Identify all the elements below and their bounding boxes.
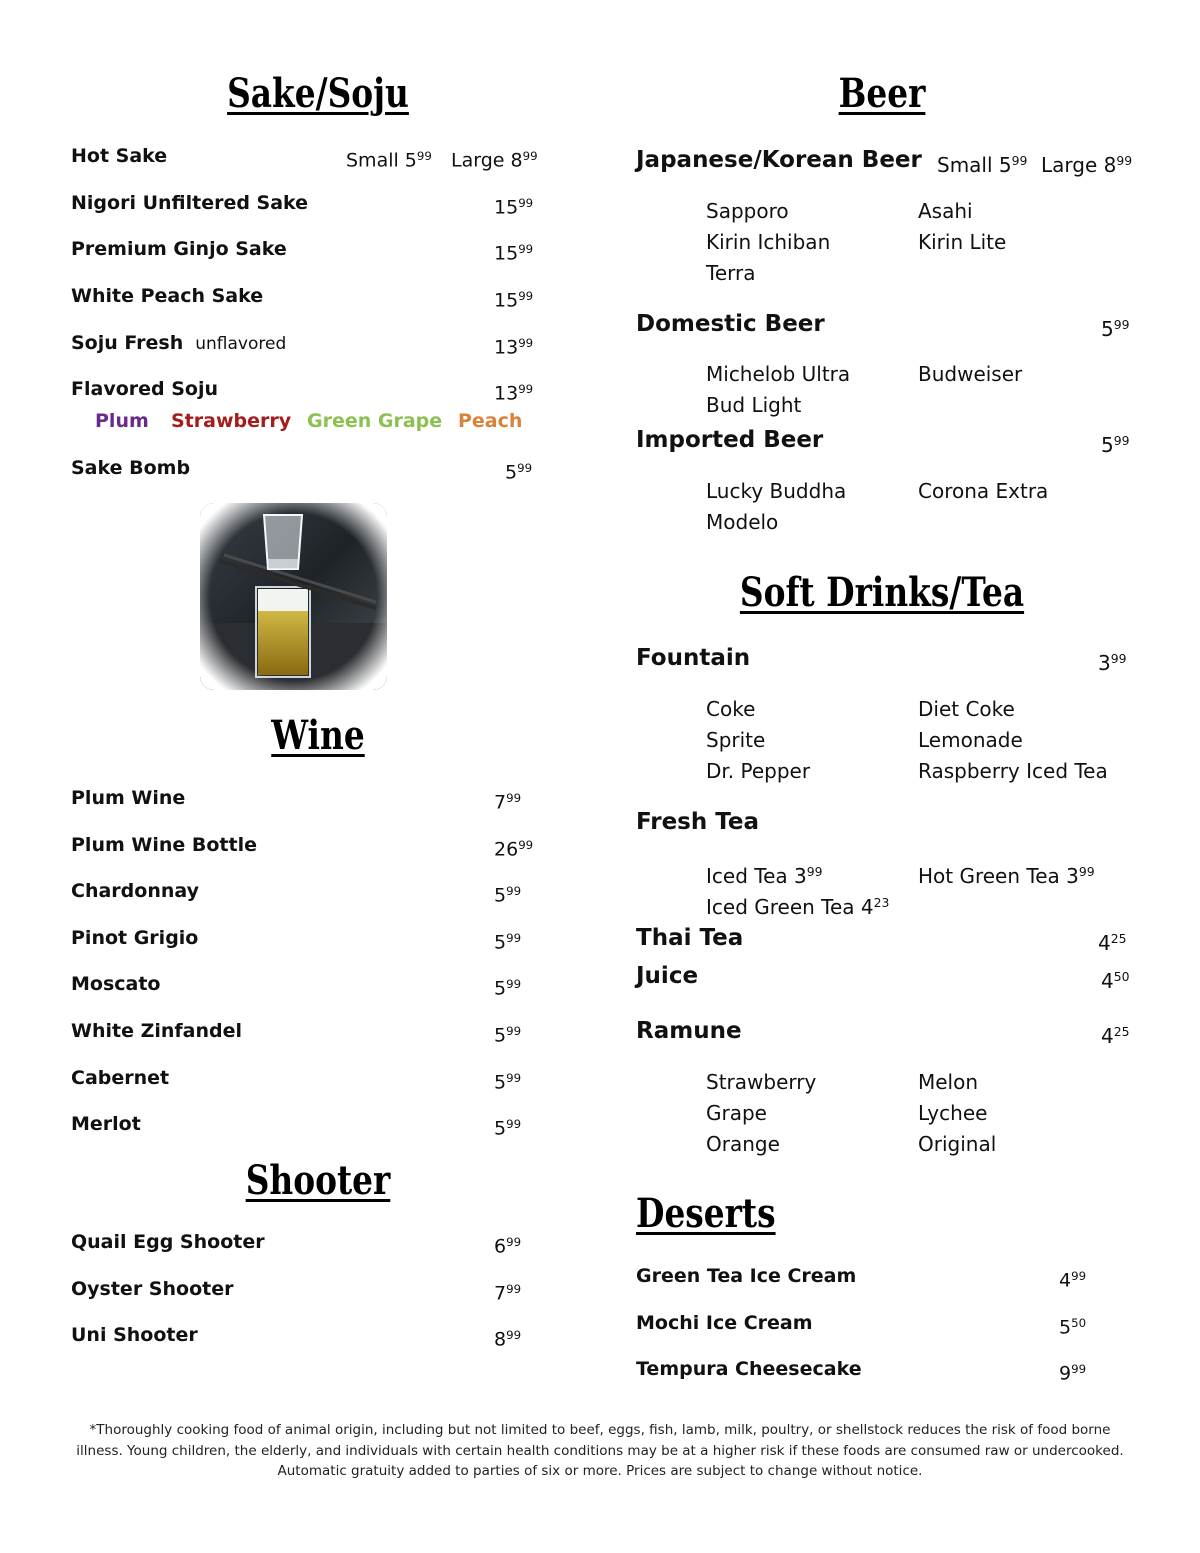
soju-fresh-note: unflavored	[195, 334, 287, 354]
menu-item-soju-fresh: Soju Fresh unflavored	[71, 332, 287, 354]
ramune-strawberry: Strawberry	[706, 1070, 817, 1094]
beer-brand-bud-light: Bud Light	[706, 393, 802, 417]
ramune-orange: Orange	[706, 1132, 780, 1156]
fountain-coke: Coke	[706, 697, 756, 721]
deserts-heading: Deserts	[636, 1190, 776, 1237]
price-soju-fresh: $13^{99}$	[494, 336, 534, 359]
menu-item-ginjo: Premium Ginjo Sake	[71, 238, 287, 260]
shooter-heading: Shooter	[245, 1157, 391, 1204]
price-ginjo: $15^{99}$	[494, 242, 534, 265]
price-imported-beer: $5^{99}$	[1101, 432, 1130, 457]
fresh-tea-iced-tea: Iced Tea $3^{99}$	[706, 863, 823, 888]
price-nigori: $15^{99}$	[494, 196, 534, 219]
menu-item-quail-egg-shooter: Quail Egg Shooter	[71, 1231, 265, 1253]
menu-item-hot-sake: Hot Sake	[71, 145, 168, 167]
soju-flavor-peach: Peach	[458, 410, 523, 432]
beer-brand-kirin-lite: Kirin Lite	[918, 230, 1007, 254]
menu-item-japanese-korean-beer: Japanese/Korean Beer	[636, 147, 922, 173]
menu-item-fountain: Fountain	[636, 645, 751, 671]
menu-item-plum-wine: Plum Wine	[71, 787, 186, 809]
japanese-beer-large-price: Large $8^{99}$	[1041, 152, 1133, 177]
menu-item-flavored-soju: Flavored Soju	[71, 378, 218, 400]
price-juice: $4^{50}$	[1101, 968, 1130, 993]
fountain-sprite: Sprite	[706, 728, 766, 752]
menu-item-imported-beer: Imported Beer	[636, 427, 824, 453]
price-plum-wine: $7^{99}$	[494, 791, 522, 814]
beer-brand-michelob-ultra: Michelob Ultra	[706, 362, 851, 386]
beer-brand-corona-extra: Corona Extra	[918, 479, 1049, 503]
wine-heading: Wine	[271, 712, 365, 759]
price-white-zinfandel: $5^{99}$	[494, 1024, 522, 1047]
price-ramune: $4^{25}$	[1101, 1023, 1130, 1048]
menu-item-sake-bomb: Sake Bomb	[71, 457, 191, 479]
menu-item-thai-tea: Thai Tea	[636, 925, 744, 951]
menu-item-white-peach: White Peach Sake	[71, 285, 264, 307]
price-cabernet: $5^{99}$	[494, 1071, 522, 1094]
price-thai-tea: $4^{25}$	[1098, 930, 1127, 955]
menu-item-moscato: Moscato	[71, 973, 161, 995]
ramune-original: Original	[918, 1132, 997, 1156]
menu-item-juice: Juice	[636, 963, 699, 989]
menu-item-uni-shooter: Uni Shooter	[71, 1324, 198, 1346]
ramune-melon: Melon	[918, 1070, 979, 1094]
japanese-beer-small-price: Small $5^{99}$	[937, 152, 1028, 177]
menu-item-fresh-tea: Fresh Tea	[636, 809, 760, 835]
footer-line-3: Automatic gratuity added to parties of six or more. Prices are subject to change without notice.	[277, 1463, 923, 1479]
fountain-raspberry-iced-tea: Raspberry Iced Tea	[918, 759, 1108, 783]
soju-flavor-strawberry: Strawberry	[171, 410, 292, 432]
price-tempura-cheesecake: $9^{99}$	[1059, 1362, 1087, 1385]
menu-item-nigori: Nigori Unfiltered Sake	[71, 192, 309, 214]
beer-brand-asahi: Asahi	[918, 199, 973, 223]
beer-brand-terra: Terra	[706, 261, 756, 285]
menu-item-plum-wine-bottle: Plum Wine Bottle	[71, 834, 257, 856]
price-flavored-soju: $13^{99}$	[494, 382, 534, 405]
soju-flavor-green-grape: Green Grape	[307, 410, 443, 432]
beer-brand-sapporo: Sapporo	[706, 199, 789, 223]
menu-item-oyster-shooter: Oyster Shooter	[71, 1278, 234, 1300]
sake-bomb-photo	[200, 503, 387, 690]
price-moscato: $5^{99}$	[494, 977, 522, 1000]
menu-item-pinot-grigio: Pinot Grigio	[71, 927, 199, 949]
menu-item-cabernet: Cabernet	[71, 1067, 170, 1089]
soft-drinks-heading: Soft Drinks/Tea	[739, 569, 1025, 616]
fountain-dr-pepper: Dr. Pepper	[706, 759, 811, 783]
price-fountain: $3^{99}$	[1098, 650, 1127, 675]
beer-brand-lucky-buddha: Lucky Buddha	[706, 479, 847, 503]
menu-item-chardonnay: Chardonnay	[71, 880, 199, 902]
beer-brand-modelo: Modelo	[706, 510, 779, 534]
price-plum-wine-bottle: $26^{99}$	[494, 838, 534, 861]
hot-sake-small-price: Small $5^{99}$	[346, 149, 432, 172]
price-quail-egg-shooter: $6^{99}$	[494, 1235, 522, 1258]
ramune-grape: Grape	[706, 1101, 767, 1125]
fresh-tea-hot-green-tea: Hot Green Tea $3^{99}$	[918, 863, 1095, 888]
footer-disclaimer	[60, 1420, 1140, 1482]
beer-heading: Beer	[838, 70, 926, 117]
price-pinot-grigio: $5^{99}$	[494, 931, 522, 954]
hot-sake-large-price: Large $8^{99}$	[451, 149, 538, 172]
footer-line-2: illness. Young children, the elderly, and individuals with certain health conditions may be at a higher risk if these foods are consumed raw or undercooked.	[76, 1442, 1124, 1459]
sake-soju-heading: Sake/Soju	[227, 70, 409, 117]
price-green-tea-ice-cream: $4^{99}$	[1059, 1269, 1087, 1292]
menu-item-ramune: Ramune	[636, 1018, 742, 1044]
ramune-lychee: Lychee	[918, 1101, 988, 1125]
menu-item-green-tea-ice-cream: Green Tea Ice Cream	[636, 1265, 857, 1287]
price-white-peach: $15^{99}$	[494, 289, 534, 312]
price-mochi-ice-cream: $5^{50}$	[1059, 1316, 1087, 1339]
menu-item-domestic-beer: Domestic Beer	[636, 311, 825, 337]
price-merlot: $5^{99}$	[494, 1117, 522, 1140]
menu-item-tempura-cheesecake: Tempura Cheesecake	[636, 1358, 862, 1380]
fresh-tea-iced-green-tea: Iced Green Tea $4^{23}$	[706, 894, 890, 919]
price-uni-shooter: $8^{99}$	[494, 1328, 522, 1351]
price-chardonnay: $5^{99}$	[494, 884, 522, 907]
fountain-lemonade: Lemonade	[918, 728, 1023, 752]
beer-brand-budweiser: Budweiser	[918, 362, 1023, 386]
footer-line-1: *Thoroughly cooking food of animal origin, including but not limited to beef, eggs, fish, lamb, milk, poultry, or shellstock reduces the risk of food borne	[89, 1422, 1111, 1438]
menu-item-mochi-ice-cream: Mochi Ice Cream	[636, 1312, 813, 1334]
menu-item-white-zinfandel: White Zinfandel	[71, 1020, 243, 1042]
menu-item-merlot: Merlot	[71, 1113, 141, 1135]
beer-brand-kirin-ichiban: Kirin Ichiban	[706, 230, 831, 254]
price-oyster-shooter: $7^{99}$	[494, 1282, 522, 1305]
fountain-diet-coke: Diet Coke	[918, 697, 1015, 721]
soju-flavor-plum: Plum	[95, 410, 149, 432]
price-domestic-beer: $5^{99}$	[1101, 316, 1130, 341]
price-sake-bomb: $5^{99}$	[505, 461, 533, 484]
